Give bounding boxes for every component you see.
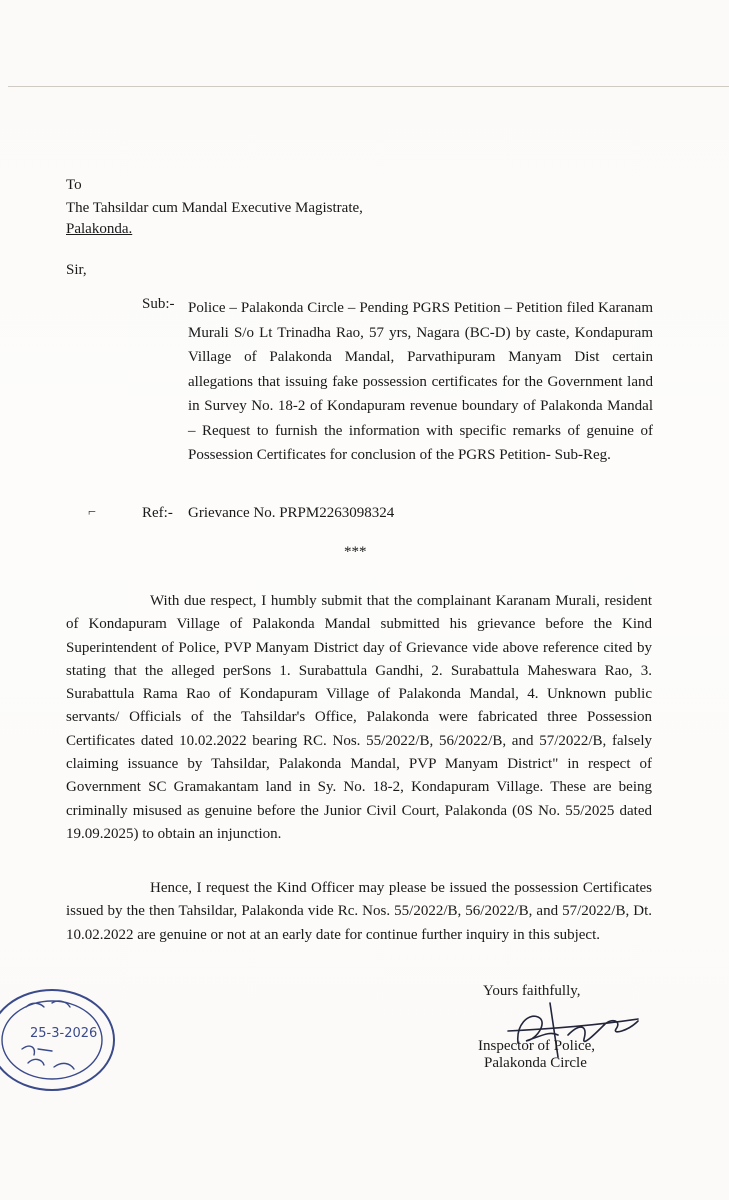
tick-mark-icon: ⌐ (88, 505, 96, 520)
signatory-title: Inspector of Police, (478, 1038, 596, 1054)
closing: Yours faithfully, (483, 983, 581, 999)
salutation: Sir, (66, 262, 87, 278)
reference-text: Grievance No. PRPM2263098324 (188, 505, 395, 521)
subject-text: Police – Palakonda Circle – Pending PGRS Petition – Petition filed Karanam Murali S/o Lt Trinadha Rao, 57 yrs, Nagara (BC-D) by caste, Kondapuram Village of Palakonda Mandal, Parvathipuram Manyam Dist certain allegations that issuing fake possession certificates for the Government land in Survey No. 18-2 of Kondapuram revenue boundary of Palakonda Mandal – Request to furnish the information with specific remarks of genuine of Possession Certificates for conclusion of the PGRS Petition- Sub-Reg. (188, 300, 653, 463)
body-paragraph-2: Hence, I request the Kind Officer may please be issued the possession Certificates issued by the then Tahsildar, Palakonda vide Rc. Nos. 55/2022/B, 56/2022/B, and 57/2022/B, Dt. 10.02.2022 are genuine or not at an early date for continue further inquiry in this subject. (66, 880, 652, 943)
addressee-line-1: The Tahsildar cum Mandal Executive Magistrate, (66, 200, 363, 216)
seal-date: 25-3-2026 (30, 1026, 98, 1041)
reference-label: Ref:- (142, 505, 173, 521)
subject-label: Sub:- (142, 296, 175, 312)
official-seal-stamp (0, 985, 122, 1095)
signatory-office: Palakonda Circle (484, 1055, 587, 1071)
scan-edge-line (8, 86, 729, 87)
separator: *** (344, 544, 367, 560)
body-paragraph-1: With due respect, I humbly submit that the complainant Karanam Murali, resident of Kondapuram Village of Palakonda Mandal submitted his grievance before the Kind Superintendent of Police, PVP Manyam District day of Grievance vide above reference cited by stating that the alleged perSons 1. Surabattula Gandhi, 2. Surabattula Maheswara Rao, 3. Surabattula Rama Rao of Kondapuram Village of Palakonda Mandal, 4. Unknown public servants/ Officials of the Tahsildar's Office, Palakonda were fabricated three Possession Certificates dated 10.02.2022 bearing RC. Nos. 55/2022/B, 56/2022/B, and 57/2022/B, falsely claiming issuance by Tahsildar, Palakonda Mandal, PVP Manyam District" in respect of Government SC Gramakantam land in Sy. No. 18-2, Kondapuram Village. These are being criminally misused as genuine before the Junior Civil Court, Palakonda (0S No. 55/2025 dated 19.09.2025) to obtain an injunction. (66, 593, 652, 842)
addressee-line-2: Palakonda. (66, 221, 133, 237)
to-line: To (66, 177, 82, 193)
